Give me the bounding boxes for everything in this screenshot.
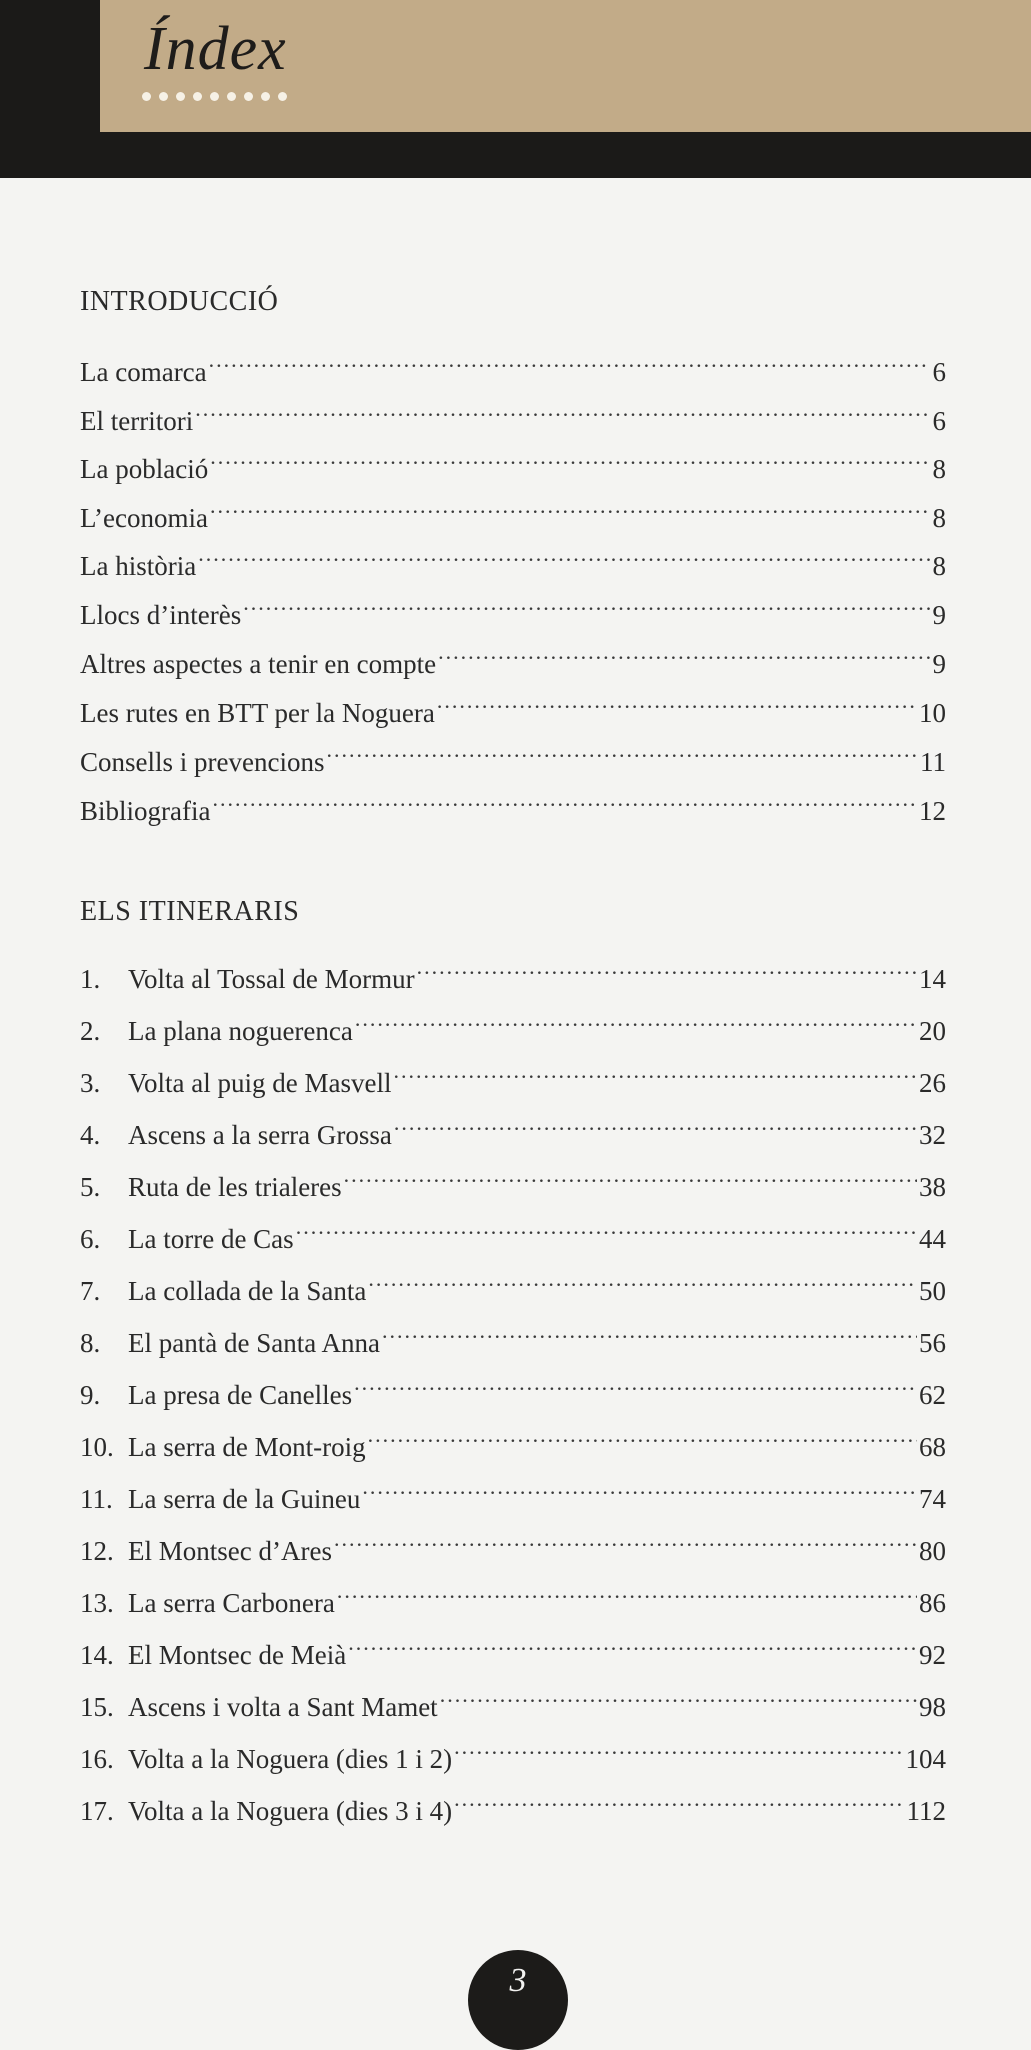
toc-entry-page: 9 — [932, 649, 946, 679]
toc-entry-page: 80 — [919, 1536, 946, 1566]
toc-entry-label: La serra Carbonera — [128, 1588, 335, 1618]
toc-entry[interactable] — [80, 633, 946, 679]
toc-entry-label: Llocs d’interès — [80, 600, 242, 630]
page-number: 3 — [509, 1962, 527, 1999]
dot-leader — [243, 584, 930, 624]
dot — [142, 92, 151, 101]
dot — [210, 92, 219, 101]
dot-leader — [198, 535, 930, 575]
toc-entry-number: 7. — [80, 1276, 101, 1306]
toc-entry-page: 6 — [932, 406, 946, 436]
toc-entry-number: 16. — [80, 1744, 114, 1774]
toc-entry-label: El Montsec de Meià — [128, 1640, 347, 1670]
toc-entry[interactable] — [80, 438, 946, 484]
toc-entry-label: Consells i prevencions — [80, 747, 325, 777]
toc-entry-page: 6 — [932, 357, 946, 387]
toc-entry-label: El territori — [80, 406, 194, 436]
toc-entry-label: El Montsec d’Ares — [128, 1536, 332, 1566]
toc-entry-label: La presa de Canelles — [128, 1380, 353, 1410]
toc-entry-page: 56 — [919, 1328, 946, 1358]
page-title: Índex — [144, 15, 287, 83]
toc-entry[interactable] — [80, 1312, 946, 1358]
page-header — [0, 0, 1031, 178]
toc-entry[interactable] — [80, 1416, 946, 1462]
toc-entry[interactable] — [80, 1520, 946, 1566]
dot — [227, 92, 236, 101]
toc-entry-number: 10. — [80, 1432, 114, 1462]
toc-entry-number: 1. — [80, 964, 101, 994]
toc-entry-number: 13. — [80, 1588, 114, 1618]
toc-entry-label: La serra de la Guineu — [128, 1484, 361, 1514]
toc-entry-label: Ascens a la serra Grossa — [128, 1120, 392, 1150]
toc-entry-label: El pantà de Santa Anna — [128, 1328, 380, 1358]
toc-entry-number: 4. — [80, 1120, 101, 1150]
toc-entry-number: 9. — [80, 1380, 101, 1410]
toc-entry-number: 3. — [80, 1068, 101, 1098]
toc-entry-label: Volta a la Noguera (dies 3 i 4) — [128, 1796, 453, 1826]
toc-entry-page: 32 — [919, 1120, 946, 1150]
dot-leader — [337, 1572, 917, 1612]
dot-leader — [394, 1104, 917, 1144]
dot-leader — [438, 633, 930, 673]
dot — [261, 92, 270, 101]
section-heading-introduccio: INTRODUCCIÓ — [80, 286, 279, 317]
toc-entry-number: 8. — [80, 1328, 101, 1358]
toc-entry-label: La comarca — [80, 357, 207, 387]
dot-leader — [348, 1624, 917, 1664]
toc-entry-label: La població — [80, 454, 209, 484]
dot-leader — [210, 438, 930, 478]
toc-entry-page: 98 — [919, 1692, 946, 1722]
toc-entry-page: 74 — [919, 1484, 946, 1514]
toc-entry-number: 5. — [80, 1172, 101, 1202]
dot-leader — [209, 341, 930, 381]
toc-entry-label: Volta al puig de Masvell — [128, 1068, 392, 1098]
toc-entry-page: 68 — [919, 1432, 946, 1462]
toc-entry-label: La plana noguerenca — [128, 1016, 353, 1046]
toc-entry-label: La serra de Mont-roig — [128, 1432, 366, 1462]
toc-entry[interactable] — [80, 1676, 946, 1722]
toc-entry-page: 11 — [920, 747, 946, 777]
toc-entry-page: 26 — [919, 1068, 946, 1098]
toc-entry-number: 12. — [80, 1536, 114, 1566]
toc-entry[interactable] — [80, 1572, 946, 1618]
dot-leader — [344, 1156, 917, 1196]
toc-entry-label: L’economia — [80, 503, 208, 533]
section-heading-itineraris: ELS ITINERARIS — [80, 896, 300, 927]
dot-leader — [355, 1000, 917, 1040]
dot-leader — [368, 1260, 917, 1300]
toc-entry-label: Volta al Tossal de Mormur — [128, 964, 415, 994]
toc-entry-page: 9 — [932, 600, 946, 630]
toc-entry-label: Ascens i volta a Sant Mamet — [128, 1692, 438, 1722]
dot-leader — [296, 1208, 917, 1248]
dot-leader — [326, 731, 918, 771]
dot — [159, 92, 168, 101]
toc-entry[interactable] — [80, 1260, 946, 1306]
toc-entry[interactable] — [80, 1364, 946, 1410]
toc-entry[interactable] — [80, 731, 946, 777]
dot-leader — [454, 1780, 904, 1820]
toc-entry-page: 62 — [919, 1380, 946, 1410]
toc-entry-page: 8 — [932, 551, 946, 581]
toc-entry-page: 44 — [919, 1224, 946, 1254]
toc-entry-number: 11. — [80, 1484, 113, 1514]
dot-leader — [440, 1676, 917, 1716]
toc-entry-page: 38 — [919, 1172, 946, 1202]
dot — [244, 92, 253, 101]
toc-entry[interactable] — [80, 1728, 946, 1774]
dot-leader — [195, 390, 930, 430]
toc-entry[interactable] — [80, 1104, 946, 1150]
dot-leader — [354, 1364, 917, 1404]
toc-entry-label: Bibliografia — [80, 796, 211, 826]
toc-entry-page: 50 — [919, 1276, 946, 1306]
toc-entry-number: 15. — [80, 1692, 114, 1722]
decorative-dots — [142, 92, 287, 101]
toc-entry-label: Volta a la Noguera (dies 1 i 2) — [128, 1744, 453, 1774]
toc-entry[interactable] — [80, 1468, 946, 1514]
toc-entry[interactable] — [80, 341, 946, 387]
toc-entry[interactable] — [80, 948, 946, 994]
toc-entry-label: Altres aspectes a tenir en compte — [80, 649, 437, 679]
dot-leader — [417, 948, 917, 988]
toc-entry-page: 10 — [919, 698, 946, 728]
dot-leader — [454, 1728, 903, 1768]
toc-entry[interactable] — [80, 535, 946, 581]
toc-entry[interactable] — [80, 682, 946, 728]
toc-entry-page: 8 — [932, 454, 946, 484]
toc-entry[interactable] — [80, 584, 946, 630]
dot-leader — [393, 1052, 917, 1092]
toc-entry-page: 92 — [919, 1640, 946, 1670]
page-number-badge — [468, 1950, 568, 2050]
toc-entry-label: Ruta de les trialeres — [128, 1172, 342, 1202]
toc-entry[interactable] — [80, 390, 946, 436]
dot — [193, 92, 202, 101]
dot-leader — [437, 682, 917, 722]
toc-entry[interactable] — [80, 1156, 946, 1202]
dot-leader — [334, 1520, 917, 1560]
toc-entry-label: La torre de Cas — [128, 1224, 294, 1254]
toc-entry-page: 20 — [919, 1016, 946, 1046]
dot-leader — [382, 1312, 917, 1352]
toc-entry-page: 14 — [919, 964, 946, 994]
toc-entry-page: 8 — [932, 503, 946, 533]
dot — [176, 92, 185, 101]
dot-leader — [362, 1468, 917, 1508]
toc-entry-number: 17. — [80, 1796, 114, 1826]
toc-entry-label: Les rutes en BTT per la Noguera — [80, 698, 435, 728]
toc-entry-page: 112 — [906, 1796, 946, 1826]
toc-entry-number: 14. — [80, 1640, 114, 1670]
toc-entry-page: 104 — [905, 1744, 946, 1774]
dot-leader — [212, 780, 917, 820]
dot — [278, 92, 287, 101]
toc-entry-number: 6. — [80, 1224, 101, 1254]
toc-entry[interactable] — [80, 1208, 946, 1254]
dot-leader — [210, 487, 930, 527]
toc-entry[interactable] — [80, 780, 946, 826]
toc-entry-label: La collada de la Santa — [128, 1276, 367, 1306]
toc-entry[interactable] — [80, 1000, 946, 1046]
toc-entry-page: 12 — [919, 796, 946, 826]
toc-entry[interactable] — [80, 1780, 946, 1826]
toc-entry[interactable] — [80, 1052, 946, 1098]
toc-entry-page: 86 — [919, 1588, 946, 1618]
toc-entry[interactable] — [80, 487, 946, 533]
dot-leader — [368, 1416, 917, 1456]
toc-entry-label: La història — [80, 551, 197, 581]
toc-entry-number: 2. — [80, 1016, 101, 1046]
toc-entry[interactable] — [80, 1624, 946, 1670]
